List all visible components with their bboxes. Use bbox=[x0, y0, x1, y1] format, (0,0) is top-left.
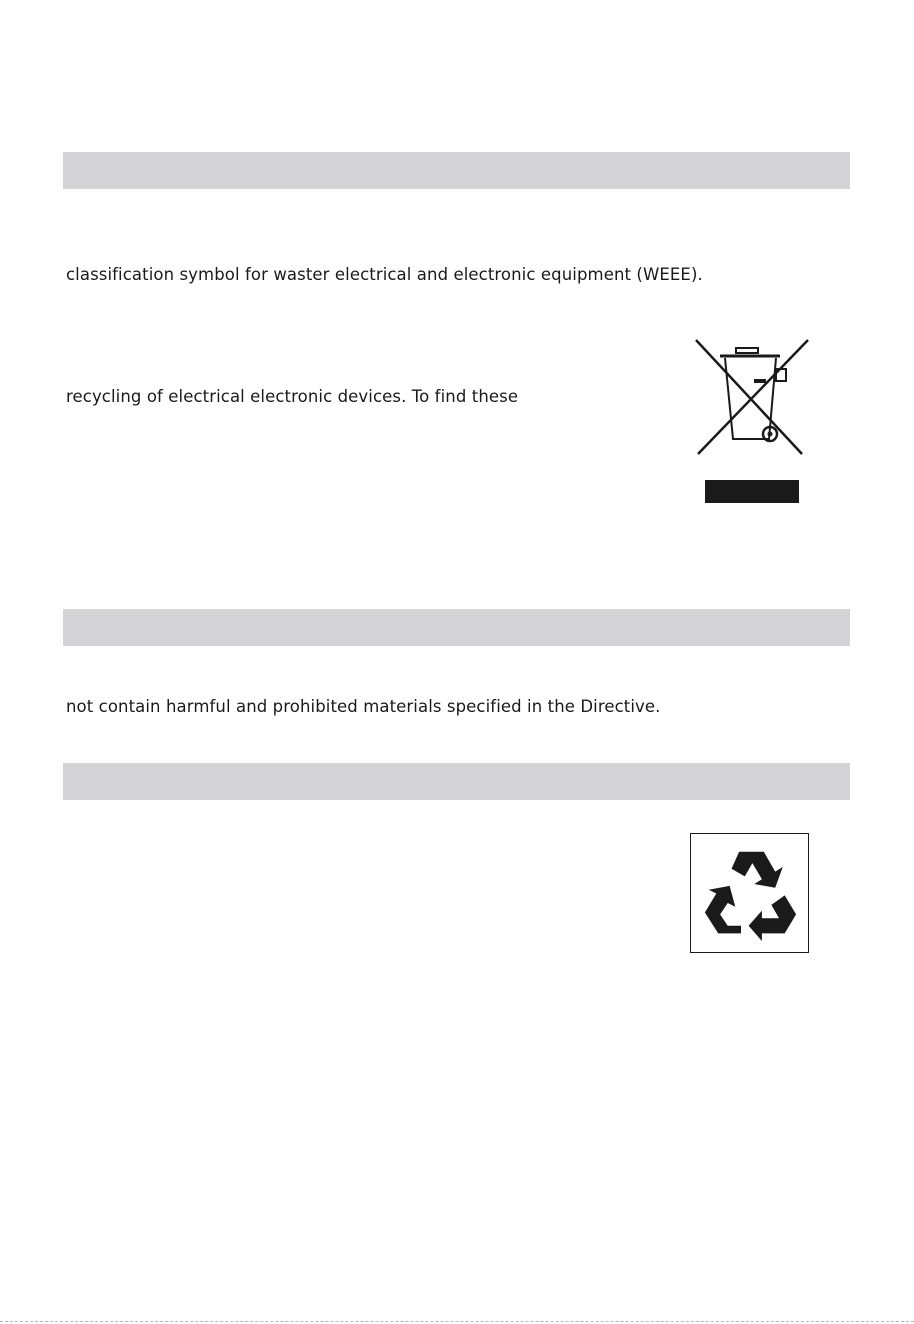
weee-text-line-1: classification symbol for waster electrical and electronic equipment (WEEE). bbox=[66, 265, 703, 284]
section-header-bar-weee bbox=[63, 152, 850, 189]
section-header-bar-rohs bbox=[63, 609, 850, 646]
section-header-bar-packaging bbox=[63, 763, 850, 800]
rohs-text-line-1: not contain harmful and prohibited materials specified in the Directive. bbox=[66, 697, 661, 716]
recycling-arrows-icon bbox=[703, 846, 798, 941]
bottom-dashed-rule bbox=[0, 1321, 914, 1322]
weee-text-line-2: recycling of electrical electronic devices. To find these bbox=[66, 387, 519, 406]
crossed-out-wheelie-bin-icon bbox=[692, 336, 812, 506]
recycle-symbol-box bbox=[690, 833, 809, 953]
